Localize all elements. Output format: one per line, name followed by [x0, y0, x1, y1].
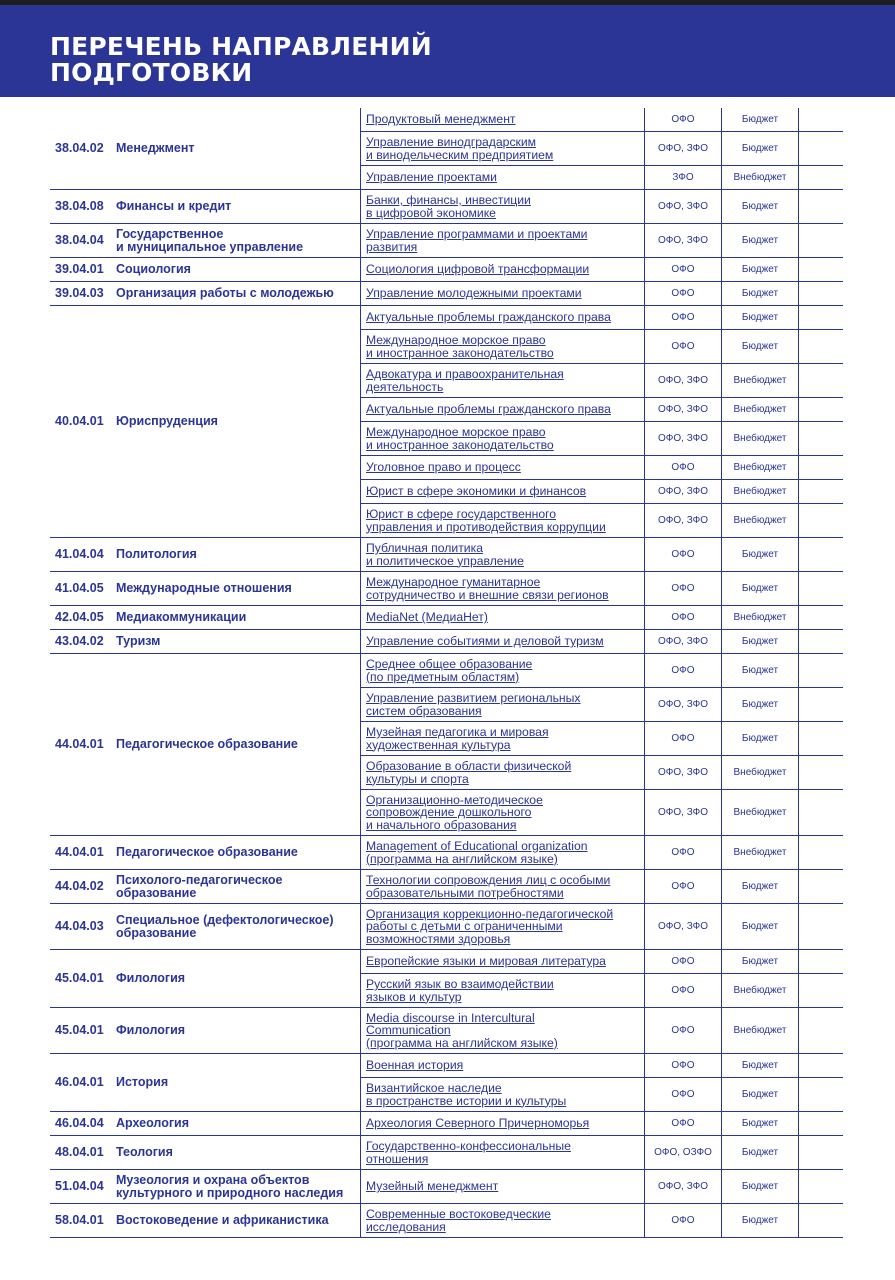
program-link[interactable]: Публичная политика и политическое управление: [366, 541, 524, 568]
direction-name: Теология: [116, 1145, 173, 1159]
study-form: ОФО, ЗФО: [644, 630, 721, 654]
empty-cell: [798, 722, 843, 756]
program-link[interactable]: Управление событиями и деловой туризм: [366, 634, 604, 649]
program-cell: [360, 364, 644, 398]
program-link[interactable]: Организационно-методическое сопровождение дошкольного и начального образования: [366, 792, 543, 832]
funding-type: Внебюджет: [721, 480, 798, 504]
empty-cell: [798, 654, 843, 688]
direction-cell: [50, 606, 360, 630]
program-link[interactable]: MediaNet (МедиаНет): [366, 610, 488, 625]
direction-name: Музеология и охрана объектов культурного и природного наследия: [116, 1172, 344, 1200]
direction-name: Юриспруденция: [116, 414, 218, 428]
study-form: ОФО: [644, 1112, 721, 1136]
study-form: ЗФО: [644, 166, 721, 190]
empty-cell: [798, 1204, 843, 1238]
program-cell: [360, 108, 644, 132]
program-cell: [360, 974, 644, 1008]
program-cell: [360, 456, 644, 480]
study-form: ОФО: [644, 1054, 721, 1078]
program-cell: [360, 1112, 644, 1136]
direction-code: 39.04.01: [55, 262, 104, 276]
study-form: ОФО: [644, 538, 721, 572]
program-link[interactable]: Media discourse in Intercultural Communication (программа на английском языке): [366, 1010, 558, 1050]
funding-type: Бюджет: [721, 1054, 798, 1078]
empty-cell: [798, 108, 843, 132]
program-link[interactable]: Социология цифровой трансформации: [366, 262, 590, 277]
direction-name: Финансы и кредит: [116, 199, 232, 213]
program-link[interactable]: Продуктовый менеджмент: [366, 112, 516, 127]
study-form: ОФО, ЗФО: [644, 504, 721, 538]
empty-cell: [798, 1078, 843, 1112]
funding-type: Бюджет: [721, 108, 798, 132]
direction-name: Психолого-педагогическое образование: [116, 872, 283, 900]
program-link[interactable]: Образование в области физической культуры и спорта: [366, 759, 572, 786]
direction-name: Туризм: [116, 634, 161, 648]
study-form: ОФО, ЗФО: [644, 756, 721, 790]
study-form: ОФО, ЗФО: [644, 190, 721, 224]
program-cell: [360, 538, 644, 572]
funding-type: Бюджет: [721, 654, 798, 688]
study-form: ОФО, ЗФО: [644, 688, 721, 722]
study-form: ОФО, ЗФО: [644, 422, 721, 456]
funding-type: Бюджет: [721, 1112, 798, 1136]
direction-cell: [50, 630, 360, 654]
direction-cell: [50, 108, 360, 190]
direction-name: Менеджмент: [116, 141, 195, 155]
program-cell: [360, 870, 644, 904]
study-form: ОФО, ЗФО: [644, 904, 721, 950]
program-link[interactable]: Международное морское право и иностранное законодательство: [366, 425, 554, 452]
direction-cell: [50, 538, 360, 572]
program-cell: [360, 422, 644, 456]
page-title-line-1: ПЕРЕЧЕНЬ НАПРАВЛЕНИЙ: [50, 32, 432, 61]
program-link[interactable]: Музейный менеджмент: [366, 1179, 499, 1194]
program-link[interactable]: Организация коррекционно-педагогической работы с детьми с ограниченными возможностями здоровья: [366, 906, 614, 946]
direction-code: 46.04.01: [55, 1075, 104, 1089]
funding-type: Внебюджет: [721, 398, 798, 422]
direction-code: 58.04.01: [55, 1213, 104, 1227]
funding-type: Бюджет: [721, 190, 798, 224]
page-title-line-2: ПОДГОТОВКИ: [50, 58, 253, 87]
program-link[interactable]: Уголовное право и процесс: [366, 460, 521, 475]
program-cell: [360, 190, 644, 224]
empty-cell: [798, 330, 843, 364]
funding-type: Бюджет: [721, 1170, 798, 1204]
direction-code: 46.04.04: [55, 1116, 104, 1130]
program-link[interactable]: Археология Северного Причерноморья: [366, 1116, 590, 1131]
program-cell: [360, 1054, 644, 1078]
empty-cell: [798, 790, 843, 836]
direction-cell: [50, 306, 360, 538]
direction-code: 44.04.02: [55, 879, 104, 893]
direction-cell: [50, 1136, 360, 1170]
direction-name: Филология: [116, 1023, 186, 1037]
study-form: ОФО: [644, 1078, 721, 1112]
direction-cell: [50, 950, 360, 1008]
empty-cell: [798, 282, 843, 306]
study-form: ОФО: [644, 722, 721, 756]
program-link[interactable]: Управление проектами: [366, 170, 497, 185]
study-form: ОФО, ЗФО: [644, 132, 721, 166]
program-cell: [360, 1008, 644, 1054]
program-link[interactable]: Государственно-конфессиональные отношения: [366, 1139, 571, 1166]
empty-cell: [798, 224, 843, 258]
study-form: ОФО, ЗФО: [644, 790, 721, 836]
empty-cell: [798, 1112, 843, 1136]
program-link[interactable]: Военная история: [366, 1058, 464, 1073]
program-cell: [360, 1078, 644, 1112]
program-link[interactable]: Management of Educational organization (программа на английском языке): [366, 839, 588, 866]
direction-code: 40.04.01: [55, 414, 104, 428]
direction-cell: [50, 1204, 360, 1238]
study-form: ОФО, ЗФО: [644, 224, 721, 258]
funding-type: Внебюджет: [721, 606, 798, 630]
direction-cell: [50, 1170, 360, 1204]
study-form: ОФО: [644, 606, 721, 630]
empty-cell: [798, 974, 843, 1008]
direction-code: 39.04.03: [55, 286, 104, 300]
program-cell: [360, 572, 644, 606]
study-form: ОФО: [644, 1008, 721, 1054]
program-cell: [360, 330, 644, 364]
direction-name: Политология: [116, 547, 197, 561]
program-link[interactable]: Адвокатура и правоохранительная деятельность: [366, 367, 564, 394]
program-cell: [360, 258, 644, 282]
program-cell: [360, 132, 644, 166]
program-cell: [360, 306, 644, 330]
funding-type: Бюджет: [721, 330, 798, 364]
direction-name: Медиакоммуникации: [116, 610, 247, 624]
program-link[interactable]: Банки, финансы, инвестиции в цифровой экономике: [366, 193, 531, 220]
page-header: [0, 5, 895, 97]
empty-cell: [798, 538, 843, 572]
study-form: ОФО, ОЗФО: [644, 1136, 721, 1170]
direction-code: 48.04.01: [55, 1145, 104, 1159]
program-link[interactable]: Управление программами и проектами развития: [366, 227, 588, 254]
funding-type: Бюджет: [721, 1078, 798, 1112]
program-link[interactable]: Международное гуманитарное сотрудничество и внешние связи регионов: [366, 575, 609, 602]
empty-cell: [798, 950, 843, 974]
empty-cell: [798, 1054, 843, 1078]
funding-type: Бюджет: [721, 224, 798, 258]
empty-cell: [798, 1136, 843, 1170]
funding-type: Внебюджет: [721, 836, 798, 870]
empty-cell: [798, 756, 843, 790]
study-form: ОФО: [644, 258, 721, 282]
funding-type: Бюджет: [721, 306, 798, 330]
program-link[interactable]: Музейная педагогика и мировая художественная культура: [366, 725, 549, 752]
direction-code: 38.04.02: [55, 141, 104, 155]
direction-name: История: [116, 1075, 169, 1089]
empty-cell: [798, 870, 843, 904]
funding-type: Бюджет: [721, 132, 798, 166]
program-cell: [360, 688, 644, 722]
funding-type: Внебюджет: [721, 790, 798, 836]
direction-name: Востоковедение и африканистика: [116, 1213, 329, 1227]
funding-type: Бюджет: [721, 1204, 798, 1238]
empty-cell: [798, 258, 843, 282]
empty-cell: [798, 1170, 843, 1204]
study-form: ОФО: [644, 282, 721, 306]
direction-code: 41.04.04: [55, 547, 104, 561]
direction-name: Государственное и муниципальное управление: [116, 226, 304, 254]
empty-cell: [798, 1008, 843, 1054]
page-title: [50, 34, 432, 86]
study-form: ОФО: [644, 654, 721, 688]
direction-name: Филология: [116, 971, 186, 985]
program-cell: [360, 504, 644, 538]
empty-cell: [798, 904, 843, 950]
funding-type: Внебюджет: [721, 422, 798, 456]
funding-type: Внебюджет: [721, 974, 798, 1008]
funding-type: Бюджет: [721, 904, 798, 950]
program-cell: [360, 606, 644, 630]
funding-type: Бюджет: [721, 282, 798, 306]
empty-cell: [798, 306, 843, 330]
program-link[interactable]: Юрист в сфере экономики и финансов: [366, 484, 587, 499]
program-link[interactable]: Византийское наследие в пространстве истории и культуры: [366, 1081, 567, 1108]
empty-cell: [798, 606, 843, 630]
direction-cell: [50, 870, 360, 904]
direction-code: 38.04.08: [55, 199, 104, 213]
program-cell: [360, 166, 644, 190]
program-cell: [360, 398, 644, 422]
direction-code: 44.04.01: [55, 845, 104, 859]
empty-cell: [798, 190, 843, 224]
study-form: ОФО: [644, 306, 721, 330]
direction-cell: [50, 904, 360, 950]
program-link[interactable]: Современные востоковедческие исследования: [366, 1207, 551, 1234]
direction-cell: [50, 1112, 360, 1136]
study-form: ОФО, ЗФО: [644, 1170, 721, 1204]
funding-type: Бюджет: [721, 538, 798, 572]
funding-type: Внебюджет: [721, 1008, 798, 1054]
study-form: ОФО, ЗФО: [644, 364, 721, 398]
program-cell: [360, 950, 644, 974]
direction-name: Педагогическое образование: [116, 737, 298, 751]
study-form: ОФО, ЗФО: [644, 398, 721, 422]
direction-cell: [50, 836, 360, 870]
funding-type: Бюджет: [721, 870, 798, 904]
direction-name: Международные отношения: [116, 581, 292, 595]
direction-name: Организация работы с молодежью: [116, 286, 334, 300]
study-form: ОФО: [644, 330, 721, 364]
funding-type: Бюджет: [721, 630, 798, 654]
funding-type: Бюджет: [721, 688, 798, 722]
direction-cell: [50, 1008, 360, 1054]
funding-type: Внебюджет: [721, 504, 798, 538]
program-cell: [360, 480, 644, 504]
direction-cell: [50, 190, 360, 224]
funding-type: Бюджет: [721, 722, 798, 756]
direction-code: 41.04.05: [55, 581, 104, 595]
empty-cell: [798, 364, 843, 398]
empty-cell: [798, 132, 843, 166]
empty-cell: [798, 688, 843, 722]
funding-type: Внебюджет: [721, 756, 798, 790]
directions-table: [50, 108, 843, 1238]
direction-code: 51.04.04: [55, 1179, 104, 1193]
program-link[interactable]: Международное морское право и иностранное законодательство: [366, 333, 554, 360]
study-form: ОФО: [644, 950, 721, 974]
empty-cell: [798, 398, 843, 422]
funding-type: Внебюджет: [721, 364, 798, 398]
program-cell: [360, 1136, 644, 1170]
direction-cell: [50, 258, 360, 282]
direction-code: 45.04.01: [55, 971, 104, 985]
empty-cell: [798, 166, 843, 190]
direction-code: 45.04.01: [55, 1023, 104, 1037]
direction-code: 43.04.02: [55, 634, 104, 648]
program-cell: [360, 756, 644, 790]
direction-name: Педагогическое образование: [116, 845, 298, 859]
study-form: ОФО: [644, 108, 721, 132]
study-form: ОФО: [644, 1204, 721, 1238]
study-form: ОФО: [644, 974, 721, 1008]
empty-cell: [798, 504, 843, 538]
direction-code: 38.04.04: [55, 233, 104, 247]
funding-type: Внебюджет: [721, 456, 798, 480]
empty-cell: [798, 836, 843, 870]
program-cell: [360, 654, 644, 688]
direction-code: 42.04.05: [55, 610, 104, 624]
program-cell: [360, 836, 644, 870]
program-link[interactable]: Европейские языки и мировая литература: [366, 954, 606, 969]
empty-cell: [798, 630, 843, 654]
direction-cell: [50, 1054, 360, 1112]
program-link[interactable]: Юрист в сфере государственного управления и противодействия коррупции: [366, 507, 606, 534]
program-cell: [360, 1204, 644, 1238]
direction-code: 44.04.03: [55, 919, 104, 933]
program-link[interactable]: Актуальные проблемы гражданского права: [366, 310, 611, 325]
program-link[interactable]: Русский язык во взаимодействии языков и культур: [366, 977, 554, 1004]
program-link[interactable]: Технологии сопровождения лиц с особыми образовательными потребностями: [366, 873, 611, 900]
program-cell: [360, 224, 644, 258]
empty-cell: [798, 572, 843, 606]
program-cell: [360, 722, 644, 756]
program-cell: [360, 282, 644, 306]
program-cell: [360, 630, 644, 654]
program-link[interactable]: Актуальные проблемы гражданского права: [366, 402, 611, 417]
direction-cell: [50, 282, 360, 306]
funding-type: Внебюджет: [721, 166, 798, 190]
empty-cell: [798, 480, 843, 504]
study-form: ОФО: [644, 456, 721, 480]
study-form: ОФО: [644, 870, 721, 904]
direction-name: Археология: [116, 1116, 190, 1130]
direction-cell: [50, 224, 360, 258]
direction-code: 44.04.01: [55, 737, 104, 751]
program-cell: [360, 904, 644, 950]
funding-type: Бюджет: [721, 258, 798, 282]
program-cell: [360, 1170, 644, 1204]
empty-cell: [798, 422, 843, 456]
funding-type: Бюджет: [721, 1136, 798, 1170]
funding-type: Бюджет: [721, 572, 798, 606]
program-link[interactable]: Управление молодежными проектами: [366, 286, 582, 301]
study-form: ОФО, ЗФО: [644, 480, 721, 504]
program-link[interactable]: Среднее общее образование (по предметным областям): [366, 657, 533, 684]
program-cell: [360, 790, 644, 836]
direction-name: Социология: [116, 262, 191, 276]
direction-cell: [50, 654, 360, 836]
direction-name: Специальное (дефектологическое) образование: [116, 912, 334, 940]
program-link[interactable]: Управление развитием региональных систем образования: [366, 691, 581, 718]
study-form: ОФО: [644, 836, 721, 870]
program-link[interactable]: Управление винодградарским и винодельческим предприятием: [366, 135, 554, 162]
funding-type: Бюджет: [721, 950, 798, 974]
empty-cell: [798, 456, 843, 480]
direction-cell: [50, 572, 360, 606]
study-form: ОФО: [644, 572, 721, 606]
